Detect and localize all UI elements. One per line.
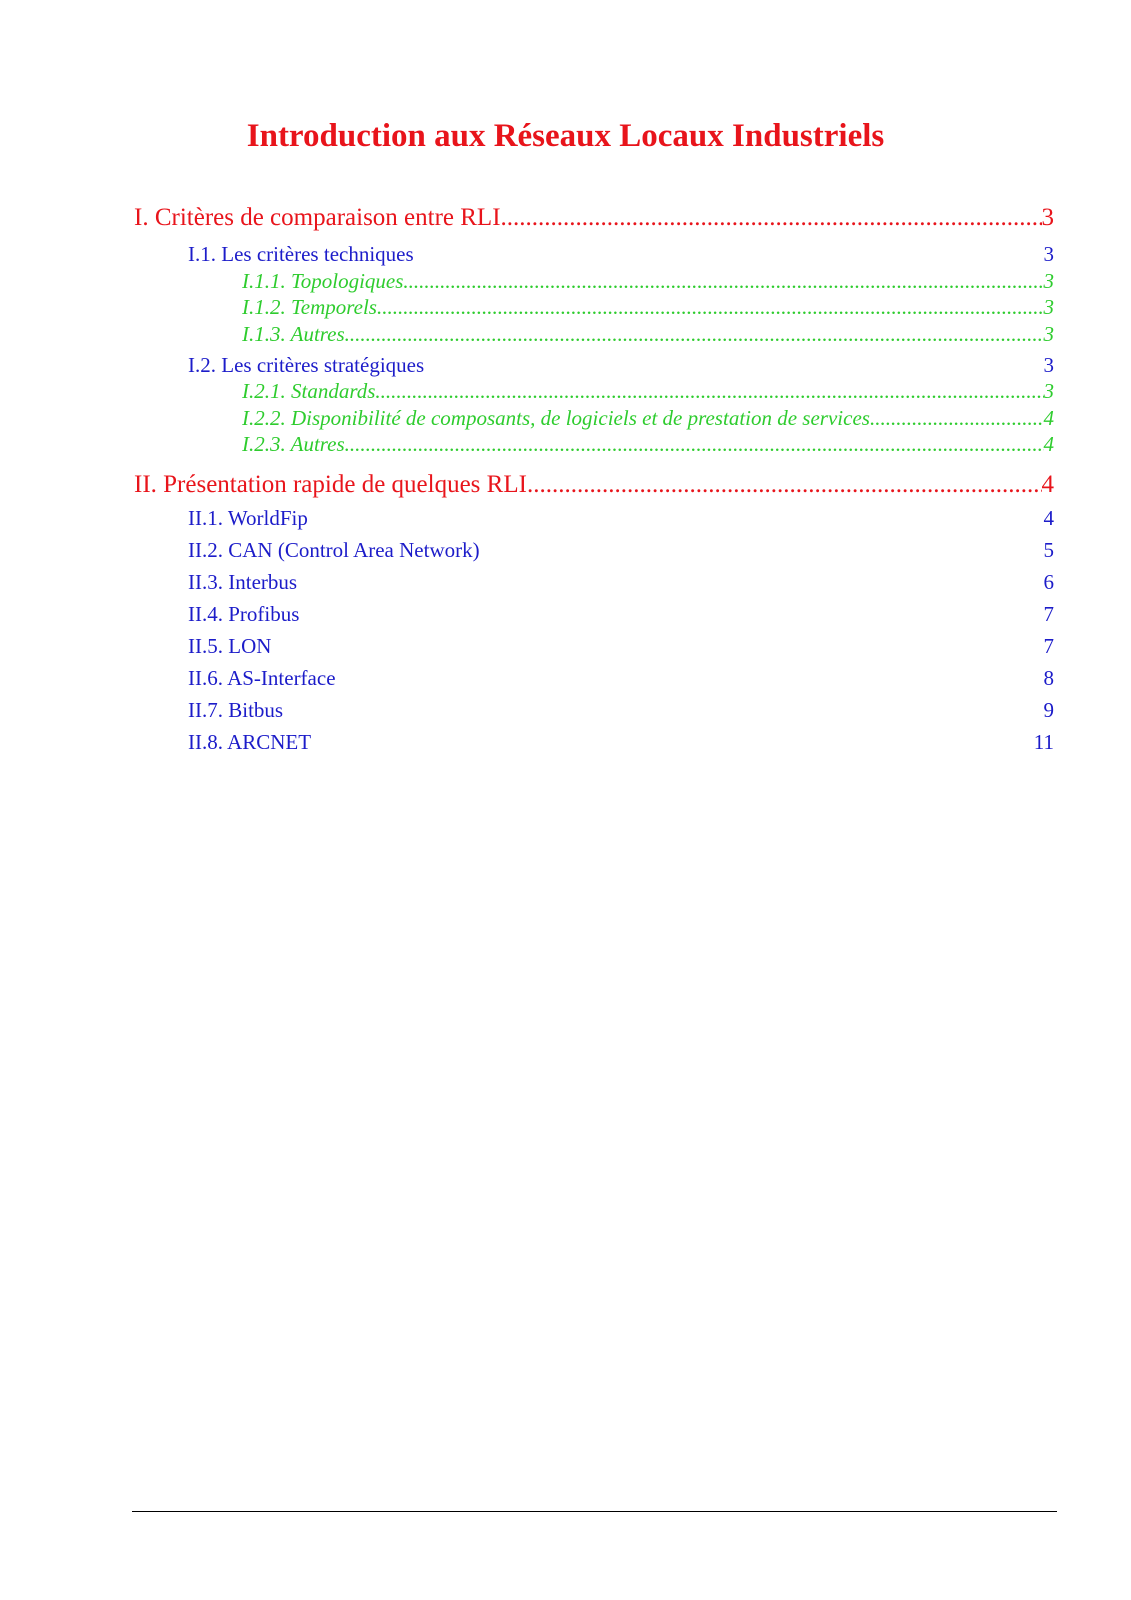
toc-entry-title: I.2.3. Autres [242, 432, 345, 456]
toc-page-number: 11 [1033, 730, 1054, 754]
toc-entry-title: II.4. Profibus [188, 602, 300, 626]
toc-entry-level-3[interactable] [242, 405, 1054, 431]
toc-entry-title: I.1.1. Topologiques [242, 269, 404, 293]
toc-entry-level-2[interactable] [188, 665, 1054, 691]
toc-page-number: 4 [1043, 506, 1054, 530]
toc-entry-level-3[interactable] [242, 431, 1054, 457]
toc-entry-title: II. Présentation rapide de quelques RLI [134, 471, 527, 498]
toc-dot-leader [870, 405, 1044, 431]
toc-entry-title: II.8. ARCNET [188, 730, 312, 754]
toc-entry-title: II.7. Bitbus [188, 698, 284, 722]
toc-entry-title: I. Critères de comparaison entre RLI [134, 204, 501, 231]
toc-entry-title: I.2.1. Standards [242, 379, 376, 403]
toc-dot-leader [345, 431, 1044, 457]
toc-page-number: 3 [1043, 353, 1054, 377]
toc-entry-level-3[interactable] [242, 378, 1054, 404]
toc-entry-level-2[interactable] [188, 241, 1054, 267]
toc-page-number: 9 [1043, 698, 1054, 722]
toc-entry-title: I.1. Les critères techniques [188, 242, 414, 266]
toc-entry-title: I.1.3. Autres [242, 322, 345, 346]
toc-entry-level-2[interactable] [188, 537, 1054, 563]
toc-page-number: 3 [1043, 322, 1054, 346]
toc-page-number: 6 [1043, 570, 1054, 594]
toc-entry-level-2[interactable] [188, 505, 1054, 531]
toc-entry-title: II.1. WorldFip [188, 506, 308, 530]
toc-page-number: 4 [1043, 432, 1054, 456]
toc-entry-title: I.2.2. Disponibilité de composants, de logiciels et de prestation de services [242, 406, 870, 430]
toc-entry-title: I.1.2. Temporels [242, 295, 377, 319]
toc-page-number: 3 [1043, 242, 1054, 266]
toc-entry-level-3[interactable] [242, 268, 1054, 294]
toc-entry-level-2[interactable] [188, 729, 1054, 755]
toc-entry-level-3[interactable] [242, 294, 1054, 320]
toc-entry-title: II.5. LON [188, 634, 272, 658]
toc-page-number: 3 [1041, 204, 1054, 231]
toc-page-number: 7 [1043, 602, 1054, 626]
toc-page-number: 4 [1043, 406, 1054, 430]
toc-page-number: 8 [1043, 666, 1054, 690]
toc-dot-leader [501, 203, 1042, 233]
toc-page-number: 5 [1043, 538, 1054, 562]
toc-dot-leader [377, 294, 1044, 320]
toc-entry-title: II.2. CAN (Control Area Network) [188, 538, 480, 562]
toc-entry-title: I.2. Les critères stratégiques [188, 353, 425, 377]
toc-entry-title: II.6. AS-Interface [188, 666, 336, 690]
toc-dot-leader [527, 470, 1042, 500]
toc-dot-leader [375, 378, 1043, 404]
toc-entry-level-2[interactable] [188, 697, 1054, 723]
toc-dot-leader [345, 321, 1044, 347]
toc-entry-level-1[interactable] [134, 203, 1054, 233]
toc-entry-level-2[interactable] [188, 569, 1054, 595]
toc-page-number: 3 [1043, 379, 1054, 403]
toc-dot-leader [403, 268, 1043, 294]
toc-entry-level-2[interactable] [188, 601, 1054, 627]
toc-entry-level-1[interactable] [134, 470, 1054, 500]
toc-entry-level-2[interactable] [188, 352, 1054, 378]
document-title: Introduction aux Réseaux Locaux Industriels [246, 118, 885, 154]
footer-rule [132, 1511, 1057, 1512]
toc-entry-level-2[interactable] [188, 633, 1054, 659]
toc-page-number: 4 [1041, 471, 1054, 498]
toc-entry-title: II.3. Interbus [188, 570, 298, 594]
toc-page-number: 7 [1043, 634, 1054, 658]
toc-entry-level-3[interactable] [242, 321, 1054, 347]
toc-page-number: 3 [1043, 295, 1054, 319]
toc-page-number: 3 [1043, 269, 1054, 293]
